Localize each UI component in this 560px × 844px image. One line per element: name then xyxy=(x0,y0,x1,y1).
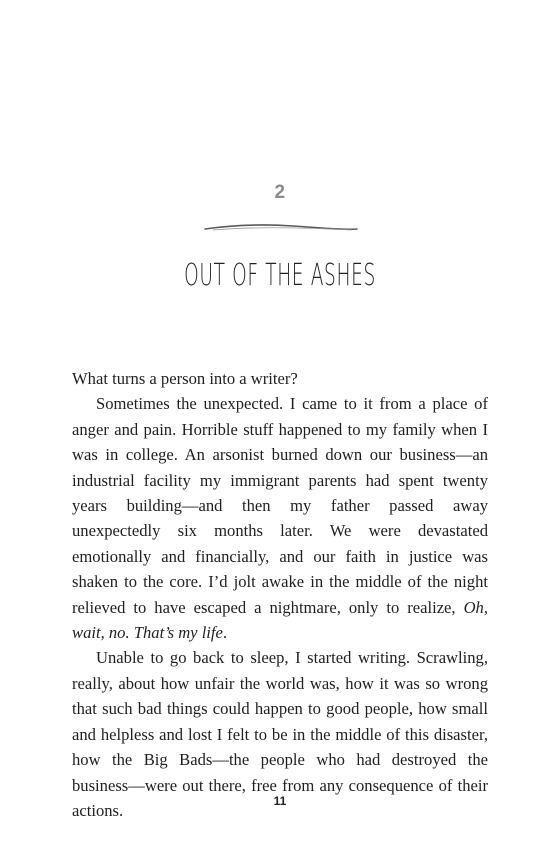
chapter-title: OUT OF THE ASHES xyxy=(184,258,376,293)
paragraph-1: What turns a person into a writer? xyxy=(72,369,298,388)
paragraph-2-italic: Oh, wait, no. That’s my life xyxy=(72,597,488,643)
paragraph-2 xyxy=(72,391,488,645)
paragraph-3: Unable to go back to sleep, I started writing. Scrawling, really, about how unfair the world was, how it was so wrong that such bad things could happen to good people, how small and helpless and lost I felt to be in the middle of this disaster, how the Big Bads—the people who had destroyed the business—were out there, free from any consequence of their actions. xyxy=(72,648,488,820)
decorative-swash-divider xyxy=(203,221,359,235)
chapter-number: 2 xyxy=(274,182,286,203)
body-text xyxy=(72,366,488,823)
page-number: 11 xyxy=(273,794,287,808)
paragraph-2-end: . xyxy=(222,623,228,643)
paragraph-2-text: Sometimes the unexpected. I came to it from a place of anger and pain. Horrible stuff happened to my family when I was in college. An arsonist burned down our business—an industrial facility my immigrant parents had spent twenty years building—and then my father passed away unexpectedly six months later. We were devastated emotionally and financially, and our faith in justice was shaken to the core. I’d jolt awake in the middle of the night relieved to have escaped a nightmare, only to realize, xyxy=(72,394,488,617)
